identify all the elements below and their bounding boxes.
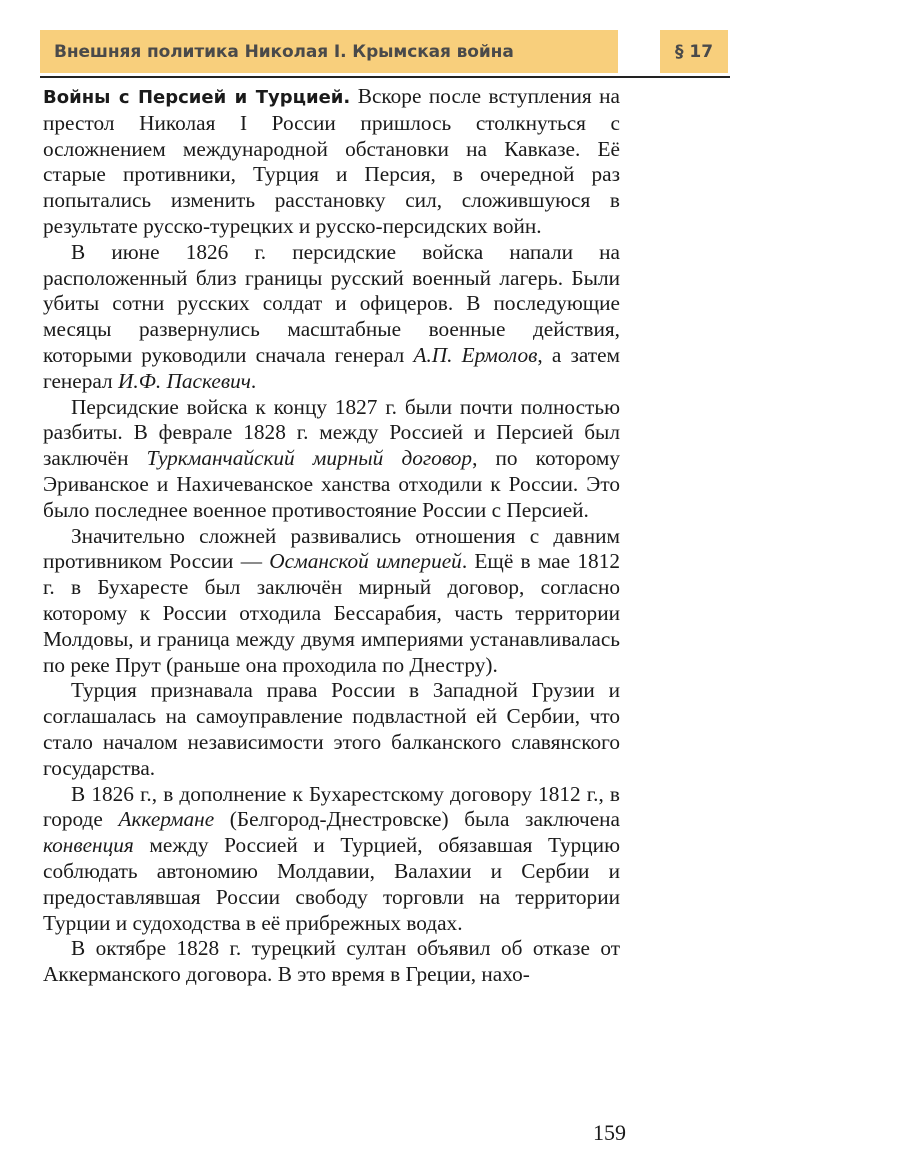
paragraph-text: В июне 1826 г. персидские войска напали на расположенный близ границы русский военный лагерь. Были убиты сотни русских солдат и офицеров. В последующие месяцы развернулись масштабные военные действия, которыми руководили сначала генерал (43, 239, 620, 367)
section-number-badge (660, 30, 728, 73)
paragraph-text: , а затем генерал (43, 342, 621, 393)
paragraph-text: Турция признавала права России в Западной Грузии и соглашалась на самоуправление подвластной ей Сербии, что стало началом независимости этого балканского славянского государства. (43, 678, 620, 780)
paragraph-4 (43, 524, 620, 679)
paragraph-text: между Россией и Турцией, обязавшая Турцию соблюдать автономию Молдавии, Валахии и Сербии и предоставлявшая России свободу торговли на территории Турции и судоходства в её прибрежных водах. (43, 833, 620, 935)
paragraph-text: В октябре 1828 г. турецкий султан объявил об отказе от Аккерманского договора. В это время в Греции, нахо- (43, 936, 620, 987)
chapter-title-bar (40, 30, 618, 73)
paragraph-text: В 1826 г., в дополнение к Бухарестскому договору 1812 г., в городе (43, 781, 620, 832)
paragraph-3 (43, 395, 620, 524)
section-number: § 17 (674, 41, 714, 62)
paragraph-text: Значительно сложней развивались отношения с давним противником России — (43, 523, 620, 574)
paragraph-6 (43, 782, 620, 937)
emphasis-name: А.П. Ермолов (413, 342, 538, 367)
paragraph-text: . Ещё в мае 1812 г. в Бухаресте был заключён мирный договор, согласно которому к России отходила Бессарабия, часть территории Молдовы, и граница между двумя империями устанавливалась по реке Прут (раньше она проходила по Днестру). (43, 549, 620, 677)
emphasis-term: Османской империей (269, 549, 462, 574)
emphasis-name: И.Ф. Паскевич (118, 368, 251, 393)
paragraph-7 (43, 936, 620, 988)
paragraph-5 (43, 678, 620, 781)
paragraph-1 (43, 84, 620, 240)
emphasis-term: Туркманчайский мирный договор (146, 446, 473, 471)
run-in-heading: Войны с Персией и Турцией. (43, 87, 351, 108)
body-text (43, 84, 620, 988)
header-divider (40, 76, 730, 78)
page-number: 159 (593, 1120, 626, 1145)
paragraph-text: . (250, 368, 257, 393)
paragraph-text: Персидские войска к концу 1827 г. были почти полностью разбиты. В феврале 1828 г. между Россией и Персией был заключён (43, 394, 620, 471)
paragraph-text: (Белгород-Днестровске) была заключена (214, 807, 621, 832)
chapter-title: Внешняя политика Николая I. Крымская война (54, 41, 514, 62)
emphasis-term: конвенция (43, 833, 134, 858)
paragraph-text: Вскоре после вступления на престол Николая I России пришлось столкнуться с осложнением международной обстановки на Кавказе. Её старые противники, Турция и Персия, в очередной раз попытались изменить расстановку сил, сложившуюся в результате русско-турецких и русско-персидских войн. (43, 84, 620, 238)
paragraph-text: , по которому Эриванское и Нахичеванское ханства отходили к России. Это было последнее военное противостояние России с Персией. (43, 446, 621, 522)
emphasis-term: Аккермане (118, 807, 215, 832)
paragraph-2 (43, 240, 620, 395)
